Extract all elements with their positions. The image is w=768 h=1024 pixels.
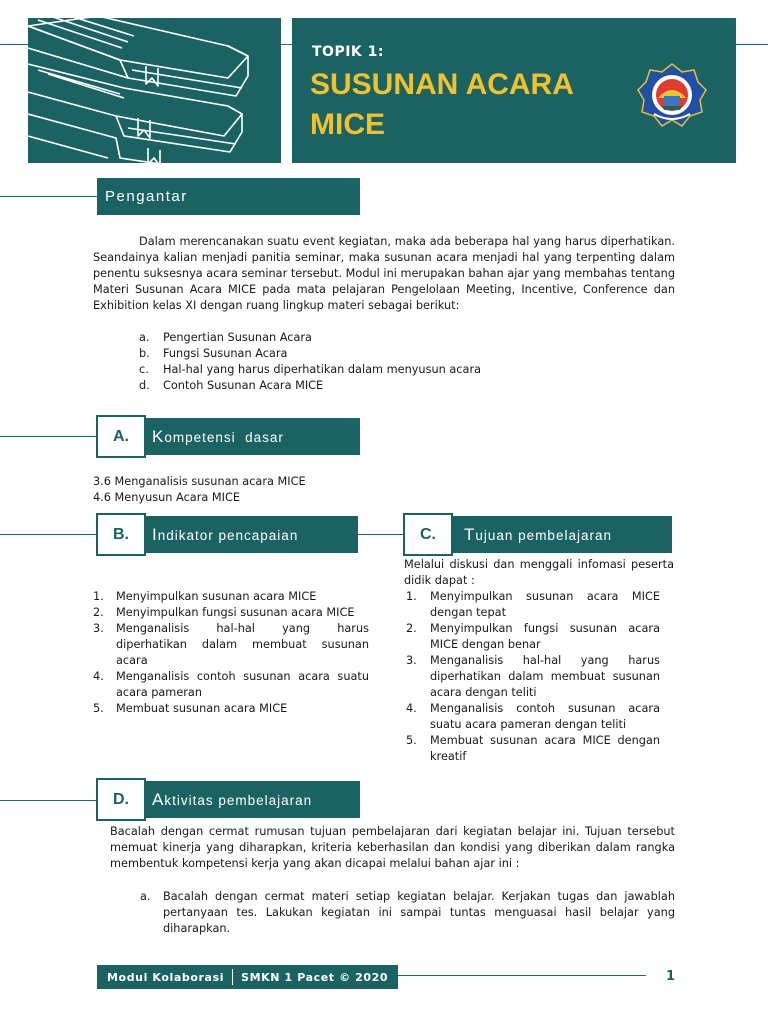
page-title-line1: SUSUNAN ACARA — [310, 68, 574, 101]
section-a-heading-bar — [97, 418, 360, 455]
list-item: a. Bacalah dengan cermat materi setiap kegiatan belajar. Kerjakan tugas dan jawablah pertanyaan tes. Lakukan kegiatan ini sampai tuntas menguasai hasil belajar yang diharapkan. — [140, 890, 675, 935]
section-d-list — [140, 889, 675, 937]
list-item: 4.6 Menyusun Acara MICE — [93, 491, 240, 504]
list-item: 1. Menyimpulkan susunan acara MICE dengan tepat — [406, 590, 660, 619]
section-a-list — [93, 474, 493, 506]
section-b-badge: B. — [96, 513, 146, 556]
list-item: c. Hal-hal yang harus diperhatikan dalam menyusun acara — [139, 363, 482, 376]
rule-section-d — [0, 800, 97, 801]
books-icon — [28, 18, 281, 163]
intro-heading: Pengantar — [105, 188, 188, 205]
list-item: b. Fungsi Susunan Acara — [139, 347, 288, 360]
section-b-heading-bar — [97, 516, 358, 553]
section-c-intro: Melalui diskusi dan menggali infomasi peserta didik dapat : — [404, 558, 674, 587]
section-c-heading-bar — [406, 516, 672, 553]
footer-module-label: Modul Kolaborasi — [107, 970, 225, 984]
header-books-illustration — [28, 18, 281, 163]
rule-intro — [0, 196, 97, 197]
list-item: 3. Menganalisis hal-hal yang harus diperhatikan dalam membuat susunan acara dengan teliti — [406, 654, 660, 699]
list-item: 3. Menganalisis hal-hal yang harus diperhatikan dalam membuat susunan acara — [93, 622, 369, 667]
page-number: 1 — [666, 969, 676, 984]
footer-separator — [232, 969, 233, 985]
section-d-heading-bar — [97, 781, 360, 818]
list-item: a. Pengertian Susunan Acara — [139, 331, 312, 344]
list-item: 5. Membuat susunan acara MICE — [93, 702, 288, 715]
intro-paragraph: Dalam merencanakan suatu event kegiatan, maka ada beberapa hal yang harus diperhatikan. Seandainya kalian menjadi panitia seminar, maka susunan acara menjadi hal yang terpenting dalam penentu suksesnya acara seminar tersebut. Modul ini merupakan bahan ajar yang membahas tentang Materi Susunan Acara MICE pada mata pelajaran Pengelolaan Meeting, Incentive, Conference dan Exhibition kelas XI dengan ruang lingkup materi sebagai berikut: — [93, 235, 675, 312]
list-item: 2. Menyimpulkan fungsi susunan acara MICE — [93, 606, 355, 619]
rule-section-b — [0, 534, 97, 535]
section-c-badge: C. — [403, 513, 453, 556]
section-d-badge: D. — [96, 778, 146, 821]
list-item: 4. Menganalisis contoh susunan acara suatu acara pameran dengan teliti — [406, 702, 660, 731]
section-b-list — [93, 589, 369, 717]
intro-list — [139, 330, 639, 394]
intro-heading-bar — [97, 178, 360, 215]
list-item: d. Contoh Susunan Acara MICE — [139, 379, 324, 392]
section-c-heading: Tujuan pembelajaran — [464, 524, 612, 544]
rule-b-c-link — [358, 534, 406, 535]
rule-section-a — [0, 436, 97, 437]
list-item: 4. Menganalisis contoh susunan acara suatu acara pameran — [93, 670, 369, 699]
section-a-badge: A. — [96, 415, 146, 458]
list-item: 2. Menyimpulkan fungsi susunan acara MICE dengan benar — [406, 622, 660, 651]
rule-top-left — [0, 44, 28, 45]
section-a-heading: Kompetensi dasar — [152, 426, 284, 446]
school-logo-icon — [636, 62, 708, 130]
section-c-list — [406, 589, 660, 765]
rule-top-mid — [281, 44, 292, 45]
footer-bar — [97, 965, 398, 989]
header-title-panel — [292, 18, 736, 163]
section-d-heading: Aktivitas pembelajaran — [152, 789, 313, 809]
page-title-line2: MICE — [310, 108, 385, 141]
section-b-heading: Indikator pencapaian — [152, 524, 299, 544]
list-item: 1. Menyimpulkan susunan acara MICE — [93, 590, 317, 603]
section-d-paragraph: Bacalah dengan cermat rumusan tujuan pembelajaran dari kegiatan belajar ini. Tujuan tersebut memuat kinerja yang diharapkan, kriteria keberhasilan dan kondisi yang diberikan dalam rangka membentuk kompetensi kerja yang akan dicapai melalui bahan ajar ini : — [110, 825, 675, 870]
topic-label: TOPIK 1: — [312, 44, 384, 60]
list-item: 5. Membuat susunan acara MICE dengan kreatif — [406, 734, 660, 763]
list-item: 3.6 Menganalisis susunan acara MICE — [93, 475, 306, 488]
rule-top-right — [736, 44, 768, 45]
footer-school-label: SMKN 1 Pacet © 2020 — [241, 970, 389, 984]
rule-footer — [398, 975, 646, 976]
